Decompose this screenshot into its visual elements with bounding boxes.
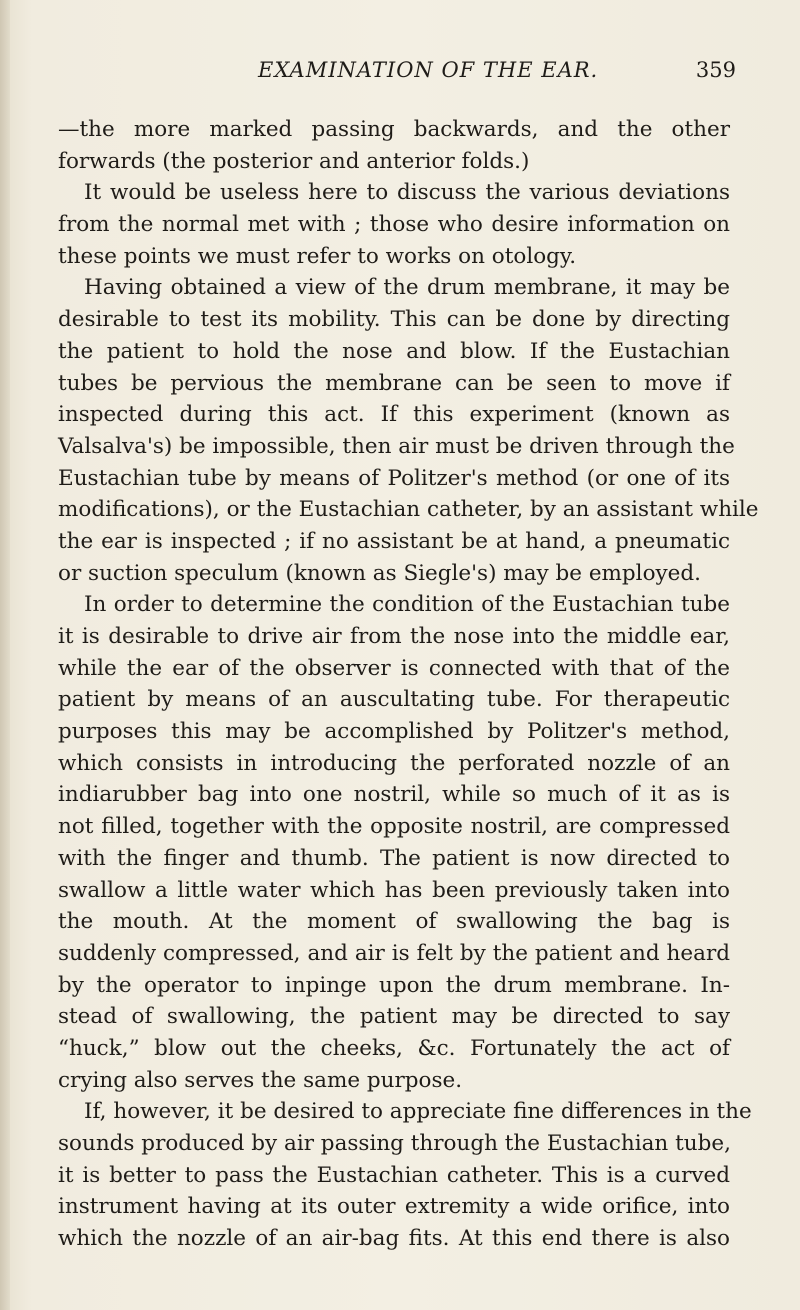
page-number: 359 — [695, 58, 736, 82]
body-text — [58, 114, 759, 1255]
text-line: If, however, it be desired to appreciate fine differences in the — [84, 1099, 752, 1125]
text-line: —the more marked passing backwards, and the other — [58, 117, 730, 142]
text-line: it is better to pass the Eustachian catheter. This is a curved — [58, 1162, 730, 1188]
text-line: these points we must refer to works on otology. — [58, 243, 577, 269]
text-line: forwards (the posterior and anterior folds.) — [58, 148, 530, 174]
binding-edge — [0, 0, 10, 1310]
text-line: desirable to test its mobility. This can be done by directing — [58, 307, 730, 333]
text-line: Having obtained a view of the drum membrane, it may be — [84, 275, 730, 301]
text-line: Eustachian tube by means of Politzer's method (or one of its — [58, 465, 730, 491]
text-line: modifications), or the Eustachian catheter, by an assistant while — [58, 497, 759, 523]
text-line: from the normal met with ; those who desire information on — [58, 212, 730, 238]
text-line: which consists in introducing the perforated nozzle of an — [58, 750, 730, 776]
text-line: the patient to hold the nose and blow. If the Eustachian — [58, 338, 730, 364]
text-line: Valsalva's) be impossible, then air must be driven through the — [58, 433, 735, 459]
text-line: It would be useless here to discuss the various deviations — [84, 180, 730, 206]
text-line: which the nozzle of an air-bag fits. At this end there is also — [58, 1226, 730, 1252]
text-line: crying also serves the same purpose. — [58, 1067, 463, 1093]
text-line: or suction speculum (known as Siegle's) may be employed. — [58, 560, 701, 586]
text-line: In order to determine the condition of the Eustachian tube — [84, 592, 730, 618]
text-line: suddenly compressed, and air is felt by the patient and heard — [58, 940, 730, 966]
text-line: stead of swallowing, the patient may be directed to say — [58, 1004, 730, 1030]
text-line: inspected during this act. If this experiment (known as — [58, 402, 730, 428]
text-line: while the ear of the observer is connected with that of the — [58, 655, 730, 681]
text-line: indiarubber bag into one nostril, while so much of it as is — [58, 782, 730, 808]
text-line: it is desirable to drive air from the nose into the middle ear, — [58, 624, 730, 649]
text-line: patient by means of an auscultating tube. For therapeutic — [58, 687, 730, 713]
text-line: by the operator to inpinge upon the drum membrane. In- — [58, 972, 730, 998]
text-line: swallow a little water which has been previously taken into — [58, 877, 730, 903]
text-line: tubes be pervious the membrane can be seen to move if — [58, 370, 730, 396]
running-title: EXAMINATION OF THE EAR. — [258, 58, 599, 82]
text-line: purposes this may be accomplished by Politzer's method, — [58, 719, 730, 745]
text-line: the mouth. At the moment of swallowing the bag is — [58, 909, 730, 935]
text-line: instrument having at its outer extremity a wide orifice, into — [58, 1194, 730, 1220]
text-line: not filled, together with the opposite nostril, are compressed — [58, 814, 730, 840]
text-line: with the finger and thumb. The patient is now directed to — [58, 845, 730, 871]
text-line: the ear is inspected ; if no assistant be at hand, a pneumatic — [58, 528, 730, 554]
running-head — [58, 58, 758, 92]
text-line: “huck,” blow out the cheeks, &c. Fortunately the act of — [58, 1035, 730, 1061]
text-line: sounds produced by air passing through the Eustachian tube, — [58, 1131, 731, 1156]
